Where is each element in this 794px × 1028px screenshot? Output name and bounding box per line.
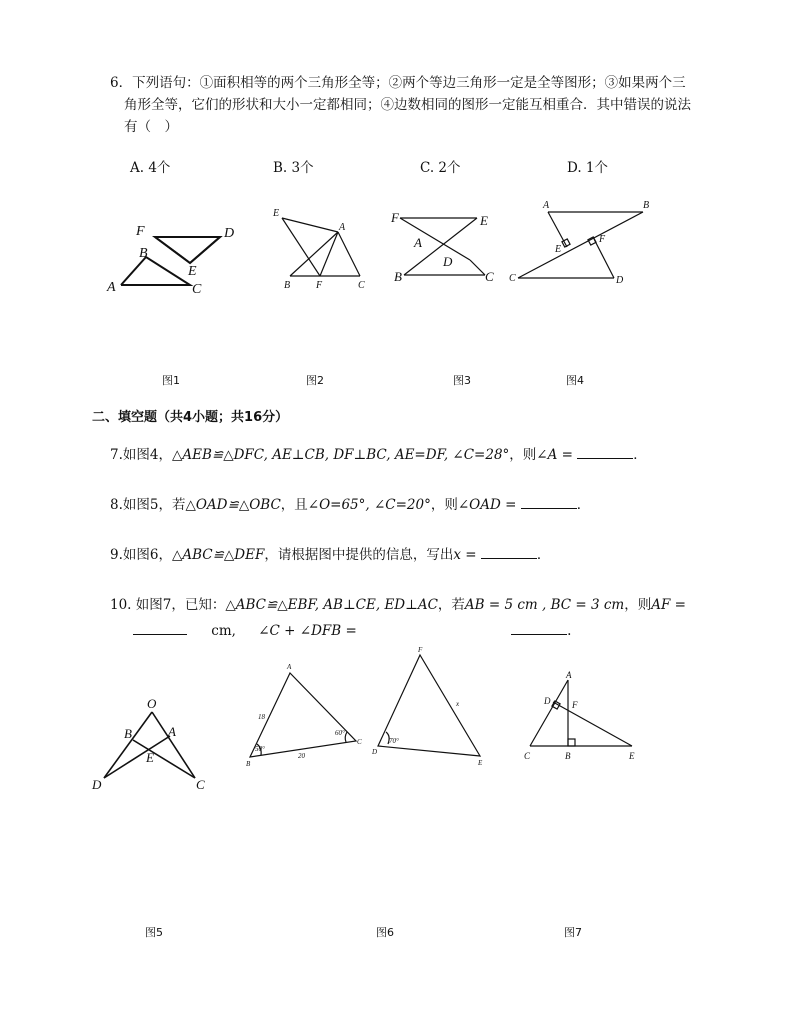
fig2-label: F xyxy=(316,280,323,291)
figure-5 xyxy=(104,712,195,778)
q7-end: ． xyxy=(633,447,647,463)
q9-prefix: 9.如图6， xyxy=(110,547,172,563)
q10-prefix: 10. 如图7，已知： xyxy=(110,597,226,613)
q10-mid1: ，若 xyxy=(437,597,465,613)
q8-math2: ∠O=65°, ∠C=20° xyxy=(307,497,431,513)
q10-unit: cm, xyxy=(211,623,236,639)
fig1-label: A xyxy=(107,280,116,295)
figure-7 xyxy=(530,680,632,746)
q6-line3: 有（ ） xyxy=(124,119,178,135)
q6-option-c[interactable]: C. 2个 xyxy=(420,160,461,176)
q9-lhs: x = xyxy=(453,547,477,563)
fig2-label: B xyxy=(284,280,291,291)
fig4-label: A xyxy=(543,200,550,211)
caption-fig2: 图2 xyxy=(306,374,324,387)
q7-math: △AEB≌△DFC, AE⊥CB, DF⊥BC, AE=DF, ∠C=28° xyxy=(171,447,510,463)
figure-7-labels xyxy=(524,670,635,761)
fig6-label: 20 xyxy=(298,752,305,760)
question-10-line2 xyxy=(133,620,571,642)
fig4-label: E xyxy=(555,244,562,255)
fig6-label: C xyxy=(357,738,362,746)
fig5-label: C xyxy=(196,777,205,792)
question-8 xyxy=(110,494,590,516)
q6-option-d[interactable]: D. 1个 xyxy=(567,160,609,176)
q7-mid: ，则 xyxy=(509,447,537,463)
fig7-label: E xyxy=(629,751,635,761)
section-title: 二、填空题（共4小题；共16分） xyxy=(92,410,289,425)
q10-math1: △ABC≌△EBF, AB⊥CE, ED⊥AC xyxy=(225,597,438,613)
top-figures xyxy=(0,190,794,310)
fig6b-label: x xyxy=(456,700,460,708)
caption-fig6: 图6 xyxy=(376,926,394,939)
q7-prefix: 7.如图4， xyxy=(110,447,172,463)
fig1-label: D xyxy=(224,226,235,241)
fig4-label: B xyxy=(643,200,650,211)
q7-lhs: ∠A = xyxy=(536,447,573,463)
fig1-label: F xyxy=(136,224,145,239)
fig2-label: A xyxy=(339,222,346,233)
fig7-label: F xyxy=(572,700,578,710)
fig1-label: B xyxy=(139,246,148,261)
fig6-label: A xyxy=(287,663,292,671)
question-6 xyxy=(110,72,730,138)
q8-end: ． xyxy=(576,497,591,513)
fig6-label: 18 xyxy=(258,713,265,721)
q8-mid1: ，且 xyxy=(280,497,308,513)
q10-end: . xyxy=(567,623,572,639)
q9-end: ． xyxy=(536,547,551,563)
fig7-label: D xyxy=(544,696,551,706)
fig6b-label: 70° xyxy=(389,737,399,745)
q8-prefix: 8.如图5，若 xyxy=(110,497,186,513)
fig5-label: D xyxy=(92,777,102,792)
q10-math2: AB = 5 cm , BC = 3 cm xyxy=(464,597,625,613)
caption-fig1: 图1 xyxy=(162,374,180,387)
fig6-label: 60° xyxy=(335,729,345,737)
fig5-label: O xyxy=(147,696,157,711)
question-9 xyxy=(110,544,550,566)
figure-6a-labels xyxy=(246,663,362,768)
fig4-label: F xyxy=(599,234,606,245)
figure-5-labels xyxy=(91,696,205,792)
q10-mid2: ，则 xyxy=(624,597,652,613)
fig1-label: C xyxy=(192,282,202,297)
fig2-label: C xyxy=(358,280,365,291)
fig7-label: A xyxy=(566,670,572,680)
caption-fig4: 图4 xyxy=(566,374,584,387)
q9-math: △ABC≌△DEF xyxy=(171,547,265,563)
q10-lhs2: ∠C + ∠DFB = xyxy=(258,623,357,639)
question-7 xyxy=(110,444,647,466)
q9-mid: ，请根据图中提供的信息，写出 xyxy=(264,547,454,563)
q8-lhs: ∠OAD = xyxy=(457,497,517,513)
q8-math1: △OAD≌△OBC xyxy=(185,497,281,513)
figure-2 xyxy=(282,218,360,276)
fig4-label: D xyxy=(616,275,624,286)
q8-answer-blank[interactable] xyxy=(521,494,577,509)
q8-mid2: ，则 xyxy=(430,497,458,513)
fig5-label: A xyxy=(168,724,176,739)
fig5-label: B xyxy=(124,726,132,741)
q10-answer-blank-1[interactable] xyxy=(133,620,187,635)
q6-line2: 角形全等，它们的形状和大小一定都相同；④边数相同的图形一定能互相重合．其中错误的说法 xyxy=(124,97,691,113)
figure-1-labels xyxy=(106,224,234,297)
caption-fig5: 图5 xyxy=(145,926,163,939)
fig3-label: B xyxy=(394,269,402,284)
fig6b-label: F xyxy=(418,646,423,654)
figure-1 xyxy=(121,237,220,285)
fig6b-label: E xyxy=(478,759,483,767)
q9-answer-blank[interactable] xyxy=(481,544,537,559)
fig7-label: B xyxy=(565,751,571,761)
q6-option-a[interactable]: A. 4个 xyxy=(130,160,171,176)
figure-4 xyxy=(518,212,643,278)
fig5-label: E xyxy=(146,750,154,765)
q6-line1: 6．下列语句：①面积相等的两个三角形全等；②两个等边三角形一定是全等图形；③如果两个三 xyxy=(110,75,686,91)
fig3-label: F xyxy=(391,210,399,225)
fig4-label: C xyxy=(509,273,516,284)
fig3-label: D xyxy=(443,254,453,269)
fig7-label: C xyxy=(524,751,531,761)
fig2-label: E xyxy=(273,208,280,219)
caption-fig3: 图3 xyxy=(453,374,471,387)
fig6-label: B xyxy=(246,760,251,768)
q10-lhs: AF = xyxy=(651,597,686,613)
fig3-label: E xyxy=(480,213,488,228)
q7-answer-blank[interactable] xyxy=(577,444,633,459)
fig6b-label: D xyxy=(372,748,378,756)
figure-6b-labels xyxy=(371,646,483,767)
fig3-label: C xyxy=(485,269,494,284)
fig6-label: 50° xyxy=(255,745,265,753)
fig1-label: E xyxy=(188,264,197,279)
figure-6a xyxy=(250,673,356,757)
q6-option-b[interactable]: B. 3个 xyxy=(273,160,314,176)
fig3-label: A xyxy=(414,235,422,250)
question-10 xyxy=(110,594,686,616)
bottom-figures xyxy=(0,640,794,800)
q10-answer-blank-2[interactable] xyxy=(511,620,567,635)
caption-fig7: 图7 xyxy=(564,926,582,939)
figure-4-labels xyxy=(509,200,649,286)
